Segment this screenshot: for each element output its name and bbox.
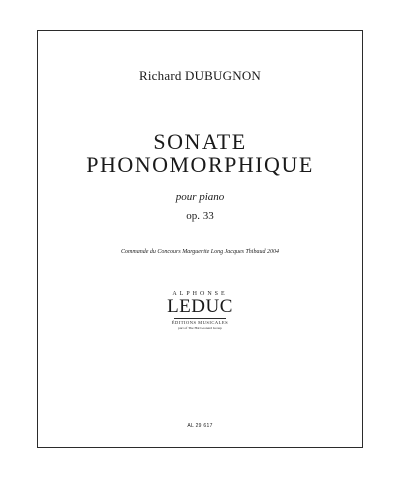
logo-divider bbox=[174, 318, 226, 319]
composer-name: Richard DUBUGNON bbox=[139, 68, 261, 83]
opus-number: op. 33 bbox=[186, 210, 214, 222]
catalog-number: AL 29 617 bbox=[187, 423, 213, 429]
instrumentation: pour piano bbox=[175, 191, 225, 203]
cover-frame bbox=[37, 30, 363, 448]
title-line-1: SONATE bbox=[153, 129, 247, 154]
title-line-2: PHONOMORPHIQUE bbox=[86, 152, 314, 177]
publisher-logo bbox=[165, 291, 235, 345]
publisher-subtitle: ÉDITIONS MUSICALES bbox=[171, 320, 229, 325]
commission-note: Commande du Concours Marguerite Long Jacques Thibaud 2004 bbox=[121, 249, 279, 255]
publisher-name-main: LEDUC bbox=[167, 296, 233, 317]
publisher-name-top: ALPHONSE bbox=[172, 291, 228, 297]
publisher-tagline: part of The Hal Leonard Group bbox=[178, 326, 222, 330]
